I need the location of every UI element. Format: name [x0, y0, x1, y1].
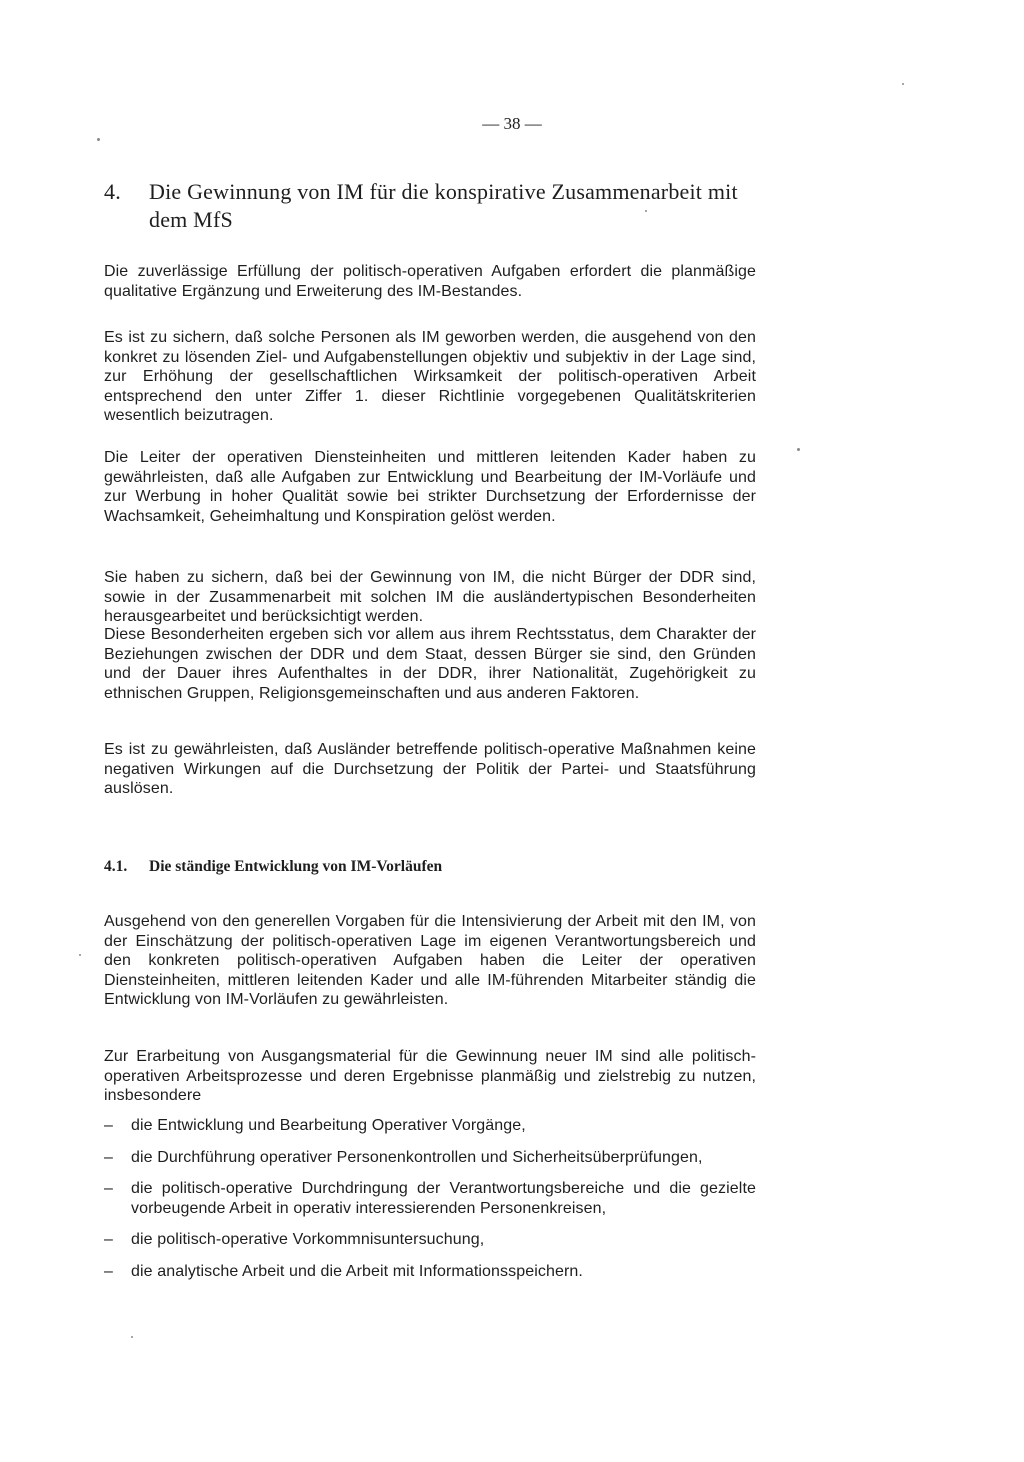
dash-bullet: – [104, 1262, 113, 1280]
paragraph: Ausgehend von den generellen Vorgaben für die Intensivierung der Arbeit mit den IM, von der Einschätzung der politisch-operativen Lage im eigenen Verantwortungsbereich und den konkreten politisch-operativen Aufgaben haben die Leiter der operativen Diensteinheiten, mittleren leitenden Kader und alle IM-führenden Mitarbeiter ständig die Entwicklung von IM-Vorläufen zu gewährleisten. [104, 913, 756, 1008]
paragraph: Es ist zu sichern, daß solche Personen als IM geworben werden, die ausgehend von den konkret zu lösenden Ziel- und Aufgabenstellungen objektiv und subjektiv in der Lage sind, zur Erhöhung der gesellschaftlichen Wirksamkeit der politisch-operativen Arbeit entsprechend den unter Ziffer 1. dieser Richtlinie vorgegebenen Qualitätskriterien wesentlich beizutragen. [104, 329, 756, 424]
section-number: 4. [104, 179, 121, 204]
scan-speck [645, 210, 647, 212]
list-item [104, 1116, 756, 1136]
paragraph: Zur Erarbeitung von Ausgangsmaterial für die Gewinnung neuer IM sind alle politisch-operativen Arbeitsprozesse und deren Ergebnisse planmäßig und zielstrebig zu nutzen, insbesondere [104, 1048, 756, 1104]
subsection-number: 4.1. [104, 858, 128, 875]
dash-bullet: – [104, 1180, 113, 1197]
scan-speck [79, 954, 81, 956]
paragraph: Die zuverlässige Erfüllung der politisch-operativen Aufgaben erfordert die planmäßige qualitative Ergänzung und Erweiterung des IM-Bestandes. [104, 263, 756, 300]
list-item-text: die Entwicklung und Bearbeitung Operativer Vorgänge, [131, 1117, 526, 1134]
list-item-text: die Durchführung operativer Personenkontrollen und Sicherheitsüberprüfungen, [131, 1148, 703, 1166]
list-item-text: die politisch-operative Durchdringung der Verantwortungsbereiche und die gezielte vorbeugende Arbeit in operativ interessierenden Personenkreisen, [131, 1180, 756, 1217]
scan-speck [902, 83, 904, 85]
scan-speck [97, 138, 100, 141]
paragraph: Es ist zu gewährleisten, daß Ausländer betreffende politisch-operative Maßnahmen keine negativen Wirkungen auf die Durchsetzung der Politik der Partei- und Staatsführung auslösen. [104, 741, 756, 797]
list-item [104, 1148, 756, 1168]
paragraph: Die Leiter der operativen Diensteinheiten und mittleren leitenden Kader haben zu gewährleisten, daß alle Aufgaben zur Entwicklung und Bearbeitung der IM-Vorläufe und zur Werbung in hoher Qualität sowie bei strikter Durchsetzung der Erfordernisse der Wachsamkeit, Geheimhaltung und Konspiration gelöst werden. [104, 449, 756, 525]
section-heading [104, 178, 764, 234]
section-title: Die Gewinnung von IM für die konspirative Zusammenarbeit mit dem MfS [149, 179, 738, 232]
list-item [104, 1262, 756, 1282]
page-number: — 38 — [482, 114, 542, 133]
dash-bullet: – [104, 1148, 113, 1166]
list-item [104, 1230, 756, 1250]
scan-speck [131, 1336, 133, 1338]
subsection-title: Die ständige Entwicklung von IM-Vorläufen [149, 858, 443, 875]
paragraph: Sie haben zu sichern, daß bei der Gewinnung von IM, die nicht Bürger der DDR sind, sowie in der Zusammenarbeit mit solchen IM die ausländertypischen Besonderheiten herausgearbeitet und berücksichtigt werden. [104, 569, 756, 625]
subsection-heading [104, 857, 764, 877]
dash-bullet: – [104, 1231, 113, 1248]
list-item [104, 1179, 756, 1218]
bullet-list [104, 1116, 756, 1293]
paragraph: Diese Besonderheiten ergeben sich vor allem aus ihrem Rechtsstatus, dem Charakter der Beziehungen zwischen der DDR und dem Staat, dessen Bürger sie sind, den Gründen und der Dauer ihres Aufenthaltes in der DDR, ihrer Nationalität, Zugehörigkeit zu ethnischen Gruppen, Religionsgemeinschaften und aus anderen Faktoren. [104, 626, 756, 702]
scan-speck [797, 448, 800, 451]
list-item-text: die analytische Arbeit und die Arbeit mit Informationsspeichern. [131, 1262, 583, 1280]
list-item-text: die politisch-operative Vorkommnisuntersuchung, [131, 1231, 485, 1248]
dash-bullet: – [104, 1117, 113, 1134]
